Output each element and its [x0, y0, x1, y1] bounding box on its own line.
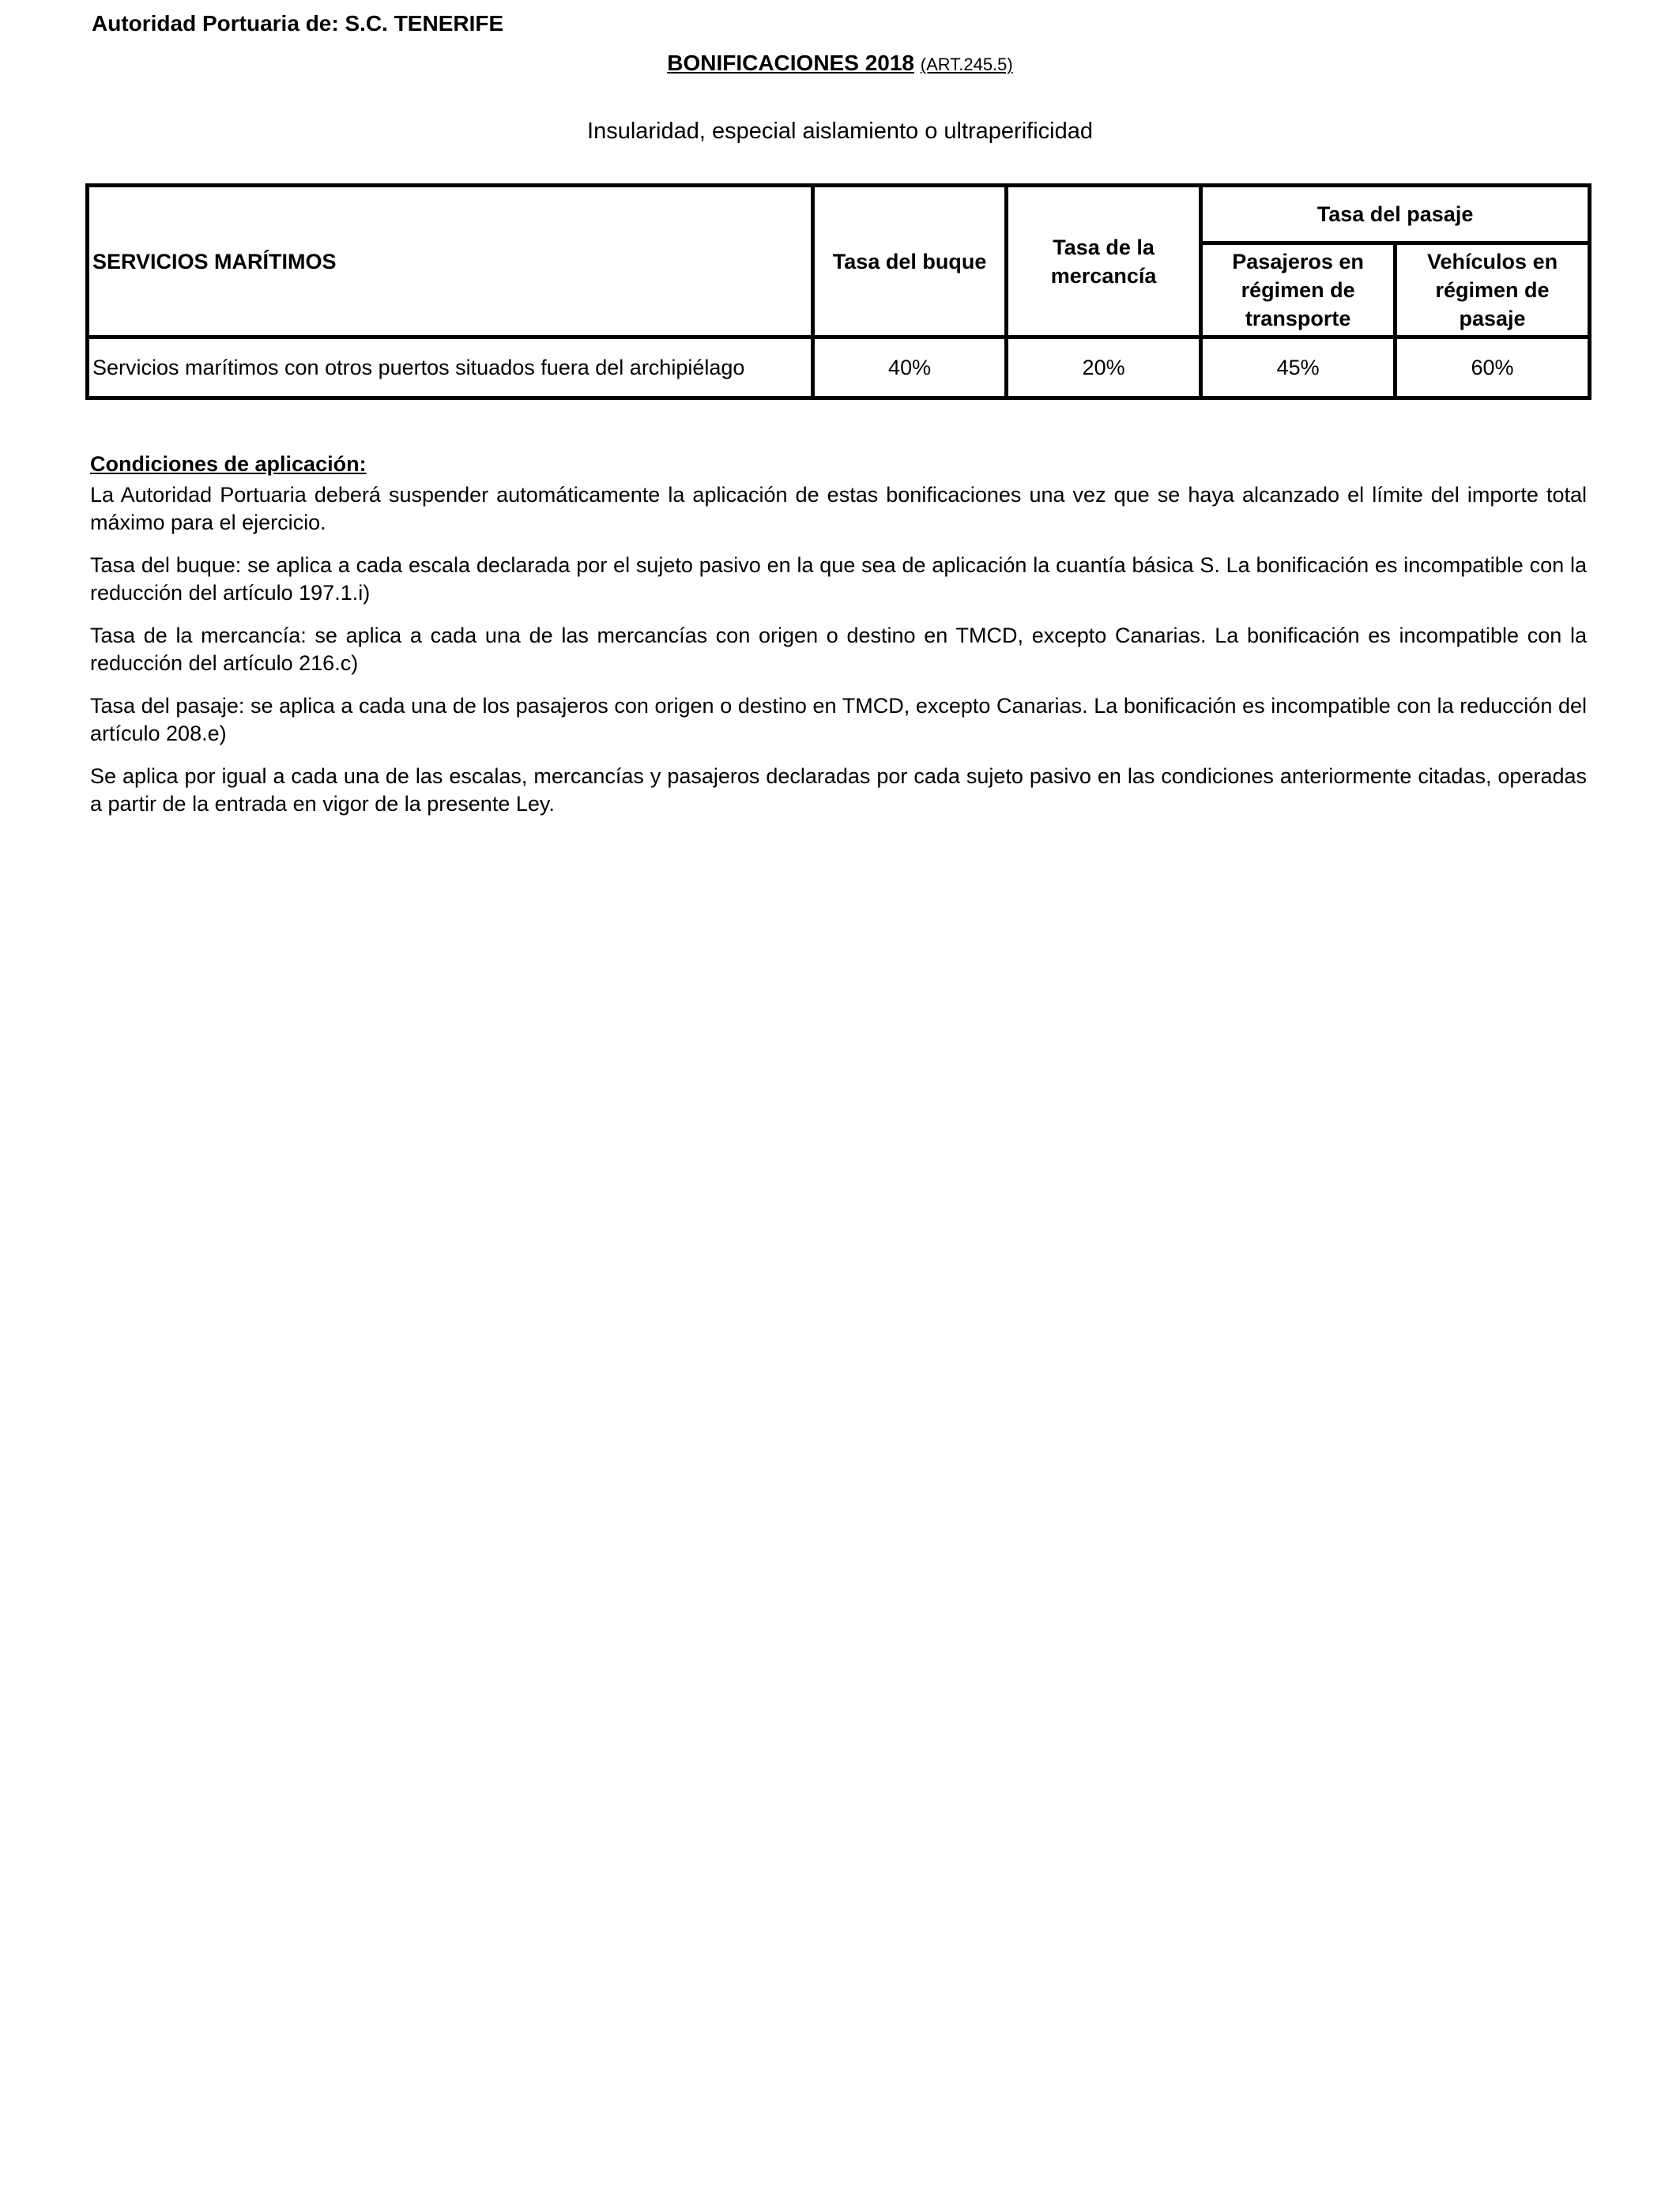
condition-paragraph: Tasa del buque: se aplica a cada escala declarada por el sujeto pasivo en la que sea de aplicación la cuantía básica S. La bonificación es incompatible con la reducción del artículo 197.1.i)	[90, 553, 1587, 605]
header-ship-fee: Tasa del buque	[813, 186, 1007, 337]
document-subtitle: Insularidad, especial aislamiento o ultraperificidad	[587, 119, 1093, 144]
condition-paragraph: La Autoridad Portuaria deberá suspender automáticamente la aplicación de estas bonificaciones una vez que se haya alcanzado el límite del importe total máximo para el ejercicio.	[90, 483, 1587, 534]
header-passage-fee: Tasa del pasaje	[1201, 186, 1590, 243]
header-goods-fee: Tasa de la mercancía	[1007, 186, 1201, 337]
cell-service: Servicios marítimos con otros puertos situados fuera del archipiélago	[88, 337, 813, 398]
table-header-row	[88, 186, 1590, 243]
header-services: SERVICIOS MARÍTIMOS	[88, 186, 813, 337]
header-vehicles: Vehículos en régimen de pasaje	[1396, 243, 1590, 337]
conditions-section	[90, 450, 1587, 833]
title-article-ref: (ART.245.5)	[920, 55, 1013, 74]
conditions-heading: Condiciones de aplicación:	[90, 452, 367, 476]
condition-paragraph: Tasa de la mercancía: se aplica a cada una de las mercancías con origen o destino en TMCD, excepto Canarias. La bonificación es incompatible con la reducción del artículo 216.c)	[90, 624, 1587, 675]
document-title	[0, 51, 1680, 76]
condition-paragraph: Se aplica por igual a cada una de las escalas, mercancías y pasajeros declaradas por cada sujeto pasivo en las condiciones anteriormente citadas, operadas a partir de la entrada en vigor de la presente Ley.	[90, 764, 1587, 816]
authority-heading: Autoridad Portuaria de: S.C. TENERIFE	[92, 11, 504, 36]
condition-paragraph: Tasa del pasaje: se aplica a cada una de los pasajeros con origen o destino en TMCD, excepto Canarias. La bonificación es incompatible con la reducción del artículo 208.e)	[90, 694, 1587, 745]
title-text: BONIFICACIONES 2018	[667, 51, 914, 75]
header-passengers: Pasajeros en régimen de transporte	[1201, 243, 1396, 337]
bonus-table	[85, 183, 1591, 400]
table-row	[88, 337, 1590, 398]
cell-ship-fee: 40%	[813, 337, 1007, 398]
cell-goods-fee: 20%	[1007, 337, 1201, 398]
cell-vehicles: 60%	[1396, 337, 1590, 398]
cell-passengers: 45%	[1201, 337, 1396, 398]
